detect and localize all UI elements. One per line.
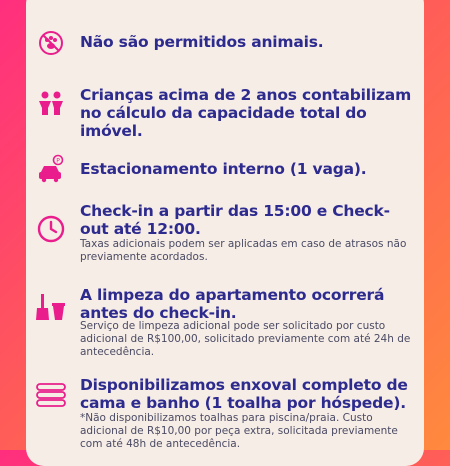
svg-text:P: P [56,157,60,165]
rule-title: Não são permitidos animais. [80,33,324,51]
rule-note: *Não disponibilizamos toalhas para piscina/praia. Custo adicional de R$10,00 por peça extra, solicitada previamente com até 48h de antecedência. [80,412,398,450]
towels-icon [36,380,66,410]
cleaning-icon [36,292,66,322]
rule-note: Serviço de limpeza adicional pode ser solicitado por custo adicional de R$100,00, solicitado previamente com até 24h de antecedência. [80,320,411,358]
rule-title: Check-in a partir das 15:00 e Check-out até 12:00. [80,202,390,238]
rule-title: Crianças acima de 2 anos contabilizam no cálculo da capacidade total do imóvel. [80,86,412,140]
rule-title: Disponibilizamos enxoval completo de cama e banho (1 toalha por hóspede). [80,376,408,412]
rule-title: Estacionamento interno (1 vaga). [80,160,367,178]
children-icon [36,88,66,118]
clock-icon [36,214,66,244]
parking-car-icon [36,154,66,184]
rule-note: Taxas adicionais podem ser aplicadas em caso de atrasos não previamente acordados. [80,238,407,263]
rule-title: A limpeza do apartamento ocorrerá antes do check-in. [80,286,385,322]
no-pets-icon [36,28,66,58]
